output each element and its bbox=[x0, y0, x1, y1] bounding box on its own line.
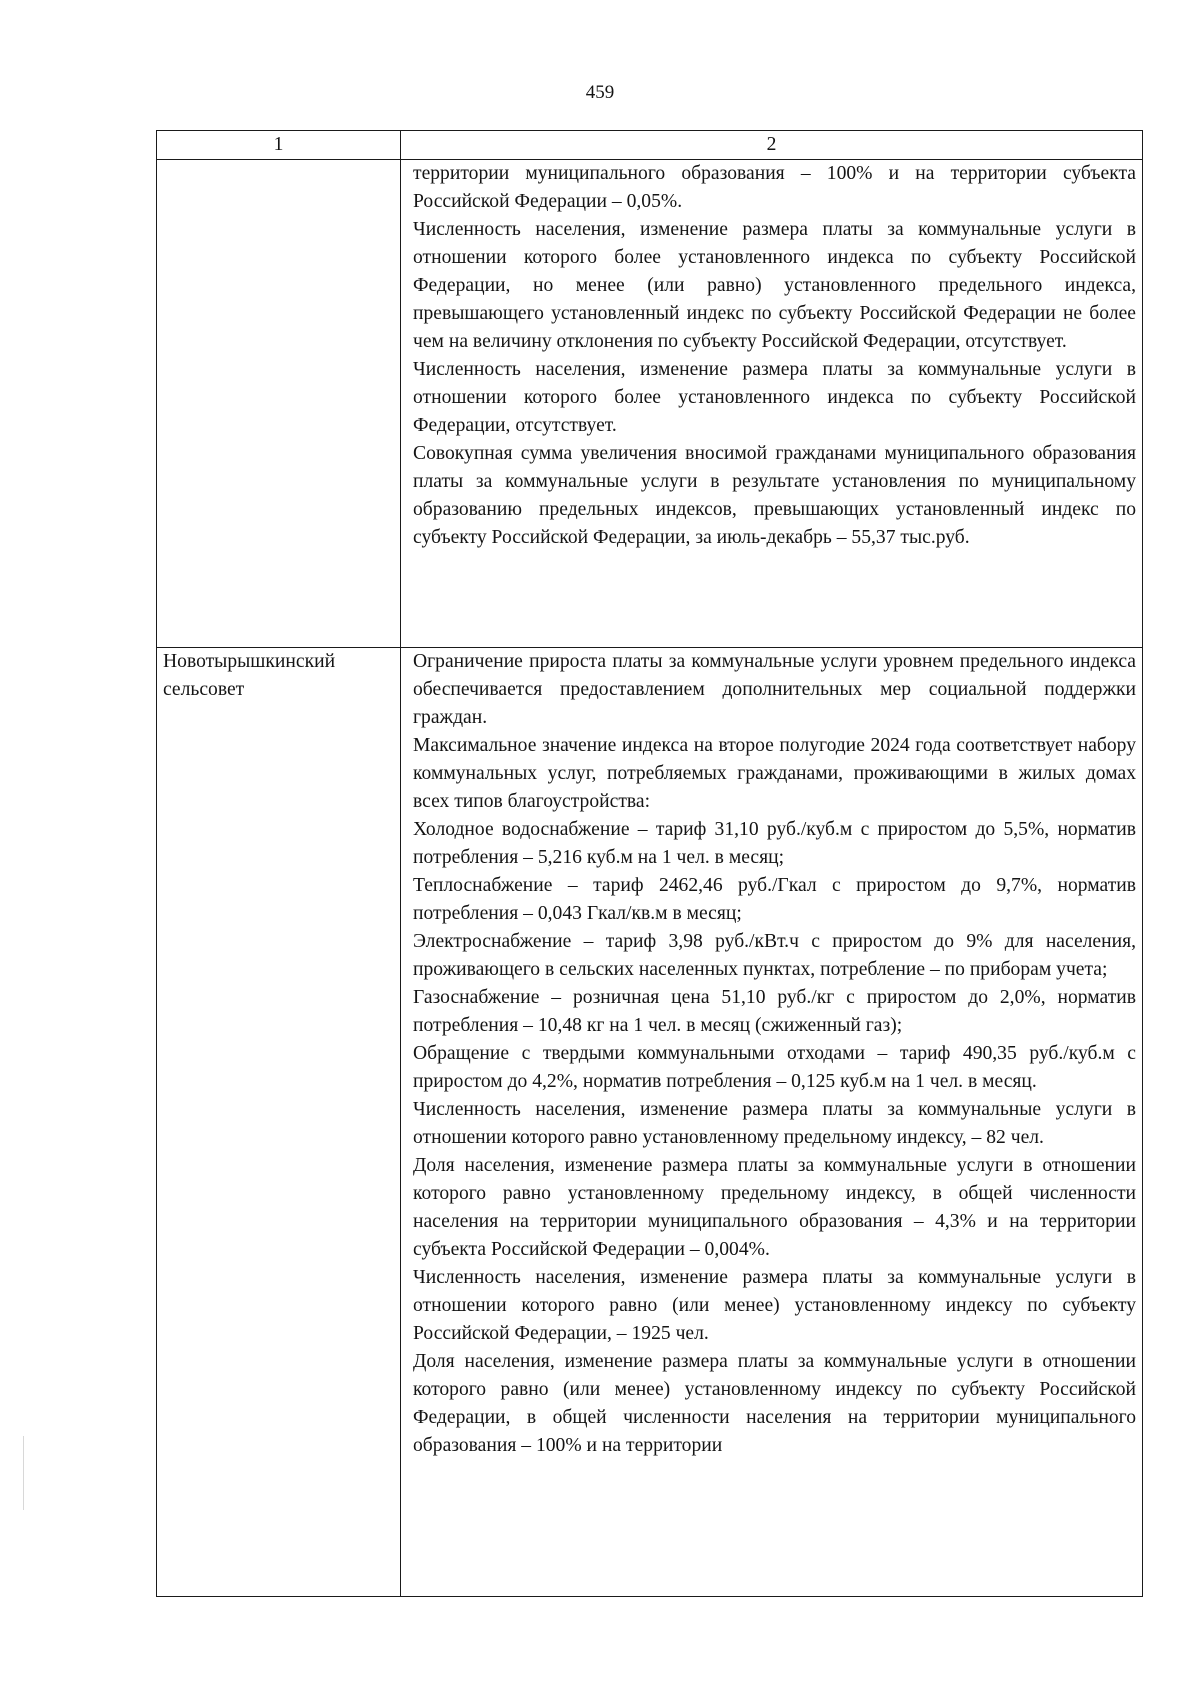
paragraph: Совокупная сумма увеличения вносимой гражданами муниципального образования платы за коммунальные услуги в результате установления по муниципальному образованию предельных индексов, превышающих установленный индекс по субъекту Российской Федерации, за июль-декабрь – 55,37 тыс.руб. bbox=[413, 443, 1136, 548]
column-header-2: 2 bbox=[401, 131, 1143, 160]
document-table bbox=[156, 130, 1143, 1597]
paragraph: Теплоснабжение – тариф 2462,46 руб./Гкал с приростом до 9,7%, норматив потребления – 0,043 Гкал/кв.м в месяц; bbox=[413, 875, 1136, 924]
paragraph: Максимальное значение индекса на второе полугодие 2024 года соответствует набору коммунальных услуг, потребляемых гражданами, проживающими в жилых домах всех типов благоустройства: bbox=[413, 735, 1136, 812]
page-number: 459 bbox=[585, 82, 615, 103]
municipality-name-cell: Новотырышкинский сельсовет bbox=[157, 648, 401, 1597]
paragraph: Обращение с твердыми коммунальными отходами – тариф 490,35 руб./куб.м с приростом до 4,2%, норматив потребления – 0,125 куб.м на 1 чел. в месяц. bbox=[413, 1043, 1136, 1092]
paragraph: Холодное водоснабжение – тариф 31,10 руб./куб.м с приростом до 5,5%, норматив потребления – 5,216 куб.м на 1 чел. в месяц; bbox=[413, 819, 1136, 868]
table-row bbox=[157, 160, 1143, 648]
table-row bbox=[157, 648, 1143, 1597]
paragraph: Электроснабжение – тариф 3,98 руб./кВт.ч с приростом до 9% для населения, проживающего в сельских населенных пунктах, потребление – по приборам учета; bbox=[413, 931, 1136, 980]
paragraph: Численность населения, изменение размера платы за коммунальные услуги в отношении которого равно установленному предельному индексу, – 82 чел. bbox=[413, 1099, 1136, 1148]
paragraph: Численность населения, изменение размера платы за коммунальные услуги в отношении которого равно (или менее) установленному индексу по субъекту Российской Федерации, – 1925 чел. bbox=[413, 1267, 1136, 1344]
description-cell bbox=[401, 648, 1143, 1597]
paragraph: Численность населения, изменение размера платы за коммунальные услуги в отношении которого более установленного индекса по субъекту Российской Федерации, но менее (или равно) установленного предельного индекса, превышающего установленный индекс по субъекту Российской Федерации не более чем на величину отклонения по субъекту Российской Федерации, отсутствует. bbox=[413, 219, 1136, 352]
paragraph: Ограничение прироста платы за коммунальные услуги уровнем предельного индекса обеспечивается предоставлением дополнительных мер социальной поддержки граждан. bbox=[413, 651, 1136, 728]
paragraph: Численность населения, изменение размера платы за коммунальные услуги в отношении которого более установленного индекса по субъекту Российской Федерации, отсутствует. bbox=[413, 359, 1136, 436]
scan-artifact-line bbox=[23, 1436, 24, 1510]
column-header-1: 1 bbox=[157, 131, 401, 160]
paragraph: Газоснабжение – розничная цена 51,10 руб./кг с приростом до 2,0%, норматив потребления – 10,48 кг на 1 чел. в месяц (сжиженный газ); bbox=[413, 987, 1136, 1036]
description-cell bbox=[401, 160, 1143, 648]
paragraph: территории муниципального образования – 100% и на территории субъекта Российской Федерации – 0,05%. bbox=[413, 163, 1136, 212]
paragraph: Доля населения, изменение размера платы за коммунальные услуги в отношении которого равно установленному предельному индексу, в общей численности населения на территории муниципального образования – 4,3% и на территории субъекта Российской Федерации – 0,004%. bbox=[413, 1155, 1136, 1260]
paragraph: Доля населения, изменение размера платы за коммунальные услуги в отношении которого равно (или менее) установленному индексу по субъекту Российской Федерации, в общей численности населения на территории муниципального образования – 100% и на территории bbox=[413, 1351, 1136, 1456]
municipality-name-cell bbox=[157, 160, 401, 648]
table-header-row bbox=[157, 131, 1143, 160]
